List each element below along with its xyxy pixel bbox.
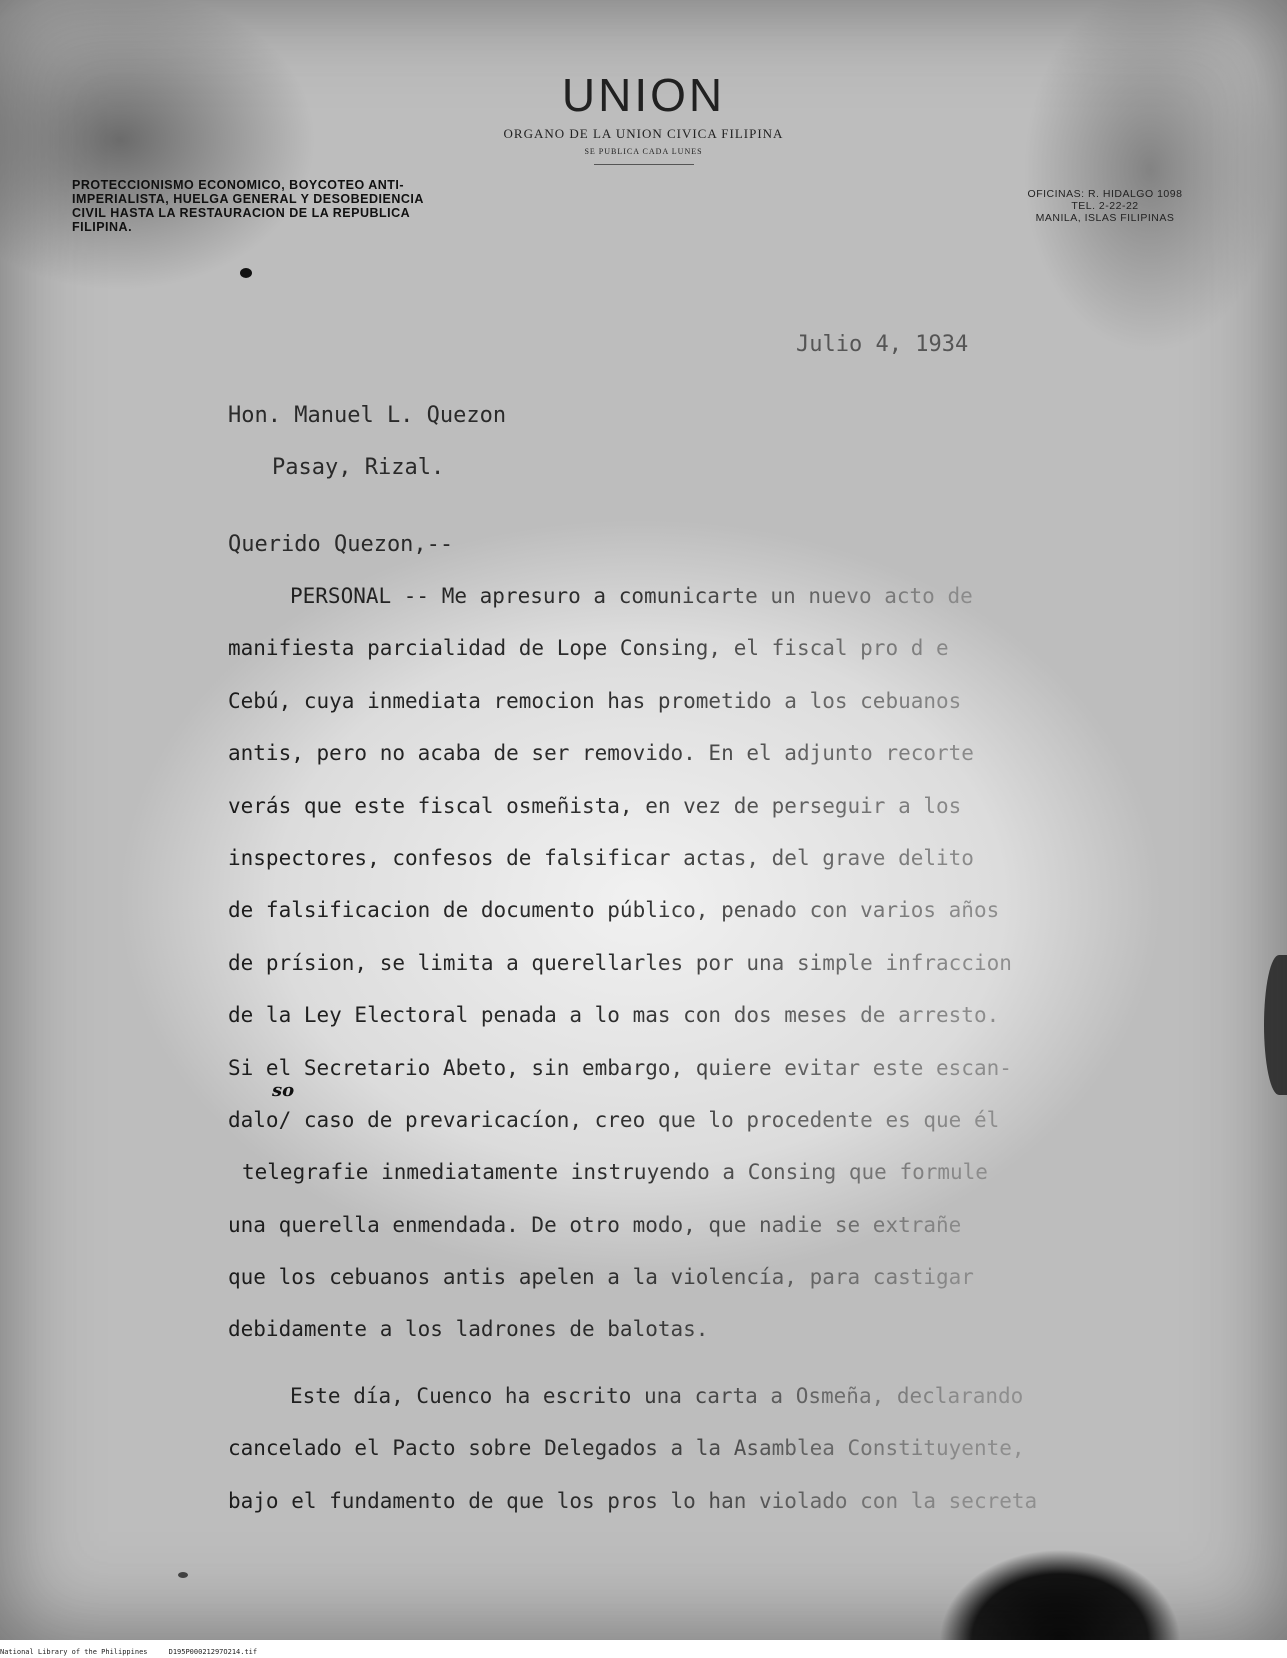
body-line: Cebú, cuya inmediata remocion has prometido a los cebuanos [228,686,1198,738]
body-line: antis, pero no acaba de ser removido. En el adjunto recorte [228,738,1198,790]
letterhead-subtitle: ORGANO DE LA UNION CIVICA FILIPINA [503,126,784,141]
letterhead-publication-note: SE PUBLICA CADA LUNES [584,147,703,156]
letter-body [228,581,1198,1538]
body-line: que los cebuanos antis apelen a la violencía, para castigar [228,1262,1198,1314]
body-line: debidamente a los ladrones de balotas. [228,1314,1198,1366]
letter-salutation: Querido Quezon,-- [228,532,454,557]
ink-spot [178,1572,188,1578]
letterhead-motto: PROTECCIONISMO ECONOMICO, BOYCOTEO ANTI-IMPERIALISTA, HUELGA GENERAL Y DESOBEDIENCIA CIVIL HASTA LA RESTAURACION DE LA REPUBLICA FILIPINA. [72,178,424,234]
letterhead [0,70,1287,165]
body-line: inspectores, confesos de falsificar actas, del grave delito [228,843,1198,895]
offices-city: MANILA, ISLAS FILIPINAS [1035,212,1175,224]
body-line: de prísion, se limita a querellarles por una simple infraccion [228,948,1198,1000]
letter-addressee: Hon. Manuel L. Quezon [228,403,507,428]
body-line: una querella enmendada. De otro modo, que nadie se extrañe [228,1210,1198,1262]
letter-address: Pasay, Rizal. [272,455,445,480]
body-line: telegrafie inmediatamente instruyendo a Consing que formule [228,1157,1198,1209]
body-line: de la Ley Electoral penada a lo mas con dos meses de arresto. [228,1000,1198,1052]
paper-clip-shadow [1264,955,1287,1095]
body-line: dalo/ caso de prevaricacíon, creo que lo procedente es que él [228,1105,1198,1157]
letter-date: Julio 4, 1934 [796,332,969,357]
offices-address: OFICINAS: R. HIDALGO 1098 [1027,188,1183,200]
body-line: cancelado el Pacto sobre Delegados a la Asamblea Constituyente, [228,1433,1198,1485]
handwritten-annotation: so [272,1080,295,1101]
body-line: bajo el fundamento de que los pros lo han violado con la secreta [228,1486,1198,1538]
body-line: Si el Secretario Abeto, sin embargo, quiere evitar este escan- [228,1053,1198,1105]
offices-phone: TEL. 2-22-22 [1071,200,1139,212]
ink-spot [240,268,252,278]
body-line: de falsificacion de documento público, penado con varios años [228,895,1198,947]
body-line: Este día, Cuenco ha escrito una carta a Osmeña, declarando [228,1381,1198,1433]
body-line: verás que este fiscal osmeñista, en vez de perseguir a los [228,791,1198,843]
scan-footer-text [0,1648,257,1656]
letterhead-title: UNION [561,69,726,121]
archive-label: National Library of the Philippines [0,1648,148,1656]
letterhead-offices [980,188,1230,224]
body-line: PERSONAL -- Me apresuro a comunicarte un nuevo acto de [228,581,1198,633]
body-line: manifiesta parcialidad de Lope Consing, el fiscal pro d e [228,633,1198,685]
letterhead-divider [594,164,694,165]
file-id: D195P00021297O214.tif [168,1648,258,1656]
